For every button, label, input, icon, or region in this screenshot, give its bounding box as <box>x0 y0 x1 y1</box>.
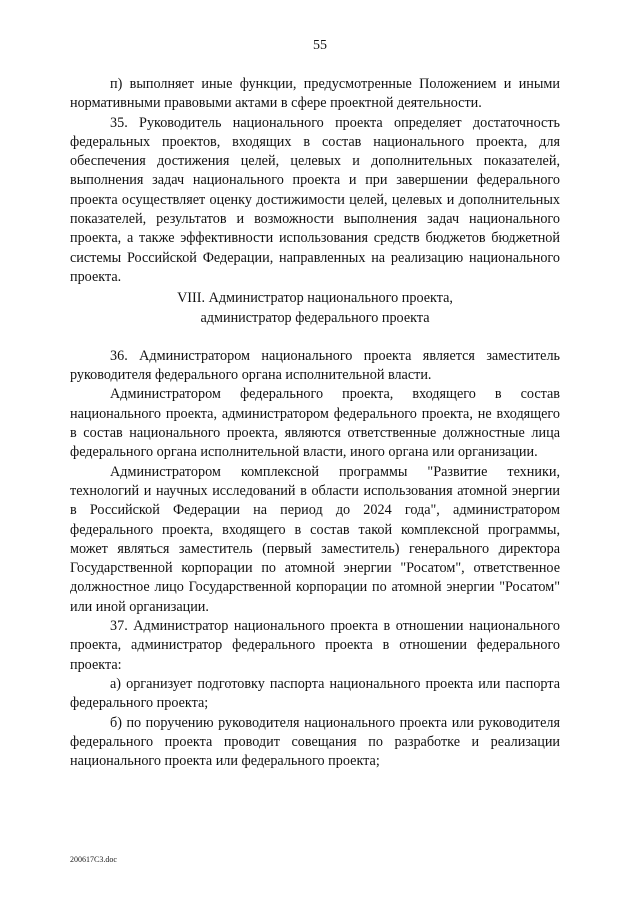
paragraph-federal-project-admin: Администратором федерального проекта, входящего в состав национального проекта, администратором федерального проекта, не входящего в состав национального проекта, являются ответственные должностные лица федерального органа исполнительной власти, иного органа или организации. <box>70 386 560 461</box>
document-body <box>70 75 560 771</box>
footer-filename: 200617C3.doc <box>70 855 117 864</box>
paragraph-complex-program-admin: Администратором комплексной программы "Развитие техники, технологий и научных исследований в области использования атомной энергии в Российской Федерации на период до 2024 года", администратором федерального проекта, входящего в состав такой комплексной программы, может являться заместитель (первый заместитель) генерального директора Государственной корпорации по атомной энергии "Росатом", ответственное должностное лицо Государственной корпорации по атомной энергии "Росатом" или иной организации. <box>70 463 560 615</box>
paragraph-35: 35. Руководитель национального проекта определяет достаточность федеральных проектов, входящих в состав национального проекта, для обеспечения достижения целей, целевых и дополнительных показателей, выполнения задач национального проекта и при завершении федерального проекта осуществляет оценку достижимости целей, целевых и дополнительных показателей, результатов и возможности выполнения задач национального проекта, а также эффективности использования средств бюджетов бюджетной системы Российской Федерации, направленных на реализацию национального проекта. <box>70 114 560 285</box>
section-heading-line-2: администратор федерального проекта <box>200 309 430 326</box>
paragraph-37-b: б) по поручению руководителя национального проекта или руководителя федерального проекта проводит совещания по разработке и реализации национального проекта или федерального проекта; <box>70 714 560 770</box>
paragraph-37: 37. Администратор национального проекта в отношении национального проекта, администратор федерального проекта в отношении федерального проекта: <box>70 618 560 673</box>
page-number: 55 <box>313 38 327 53</box>
paragraph-clause-p: п) выполняет иные функции, предусмотренные Положением и иными нормативными правовыми актами в сфере проектной деятельности. <box>70 76 560 112</box>
section-heading-line-1: VIII. Администратор национального проекта, <box>177 290 453 307</box>
paragraph-36: 36. Администратором национального проекта является заместитель руководителя федерального органа исполнительной власти. <box>70 347 560 384</box>
section-heading <box>70 287 560 328</box>
paragraph-37-a: а) организует подготовку паспорта национального проекта или паспорта федерального проекта; <box>70 675 560 712</box>
